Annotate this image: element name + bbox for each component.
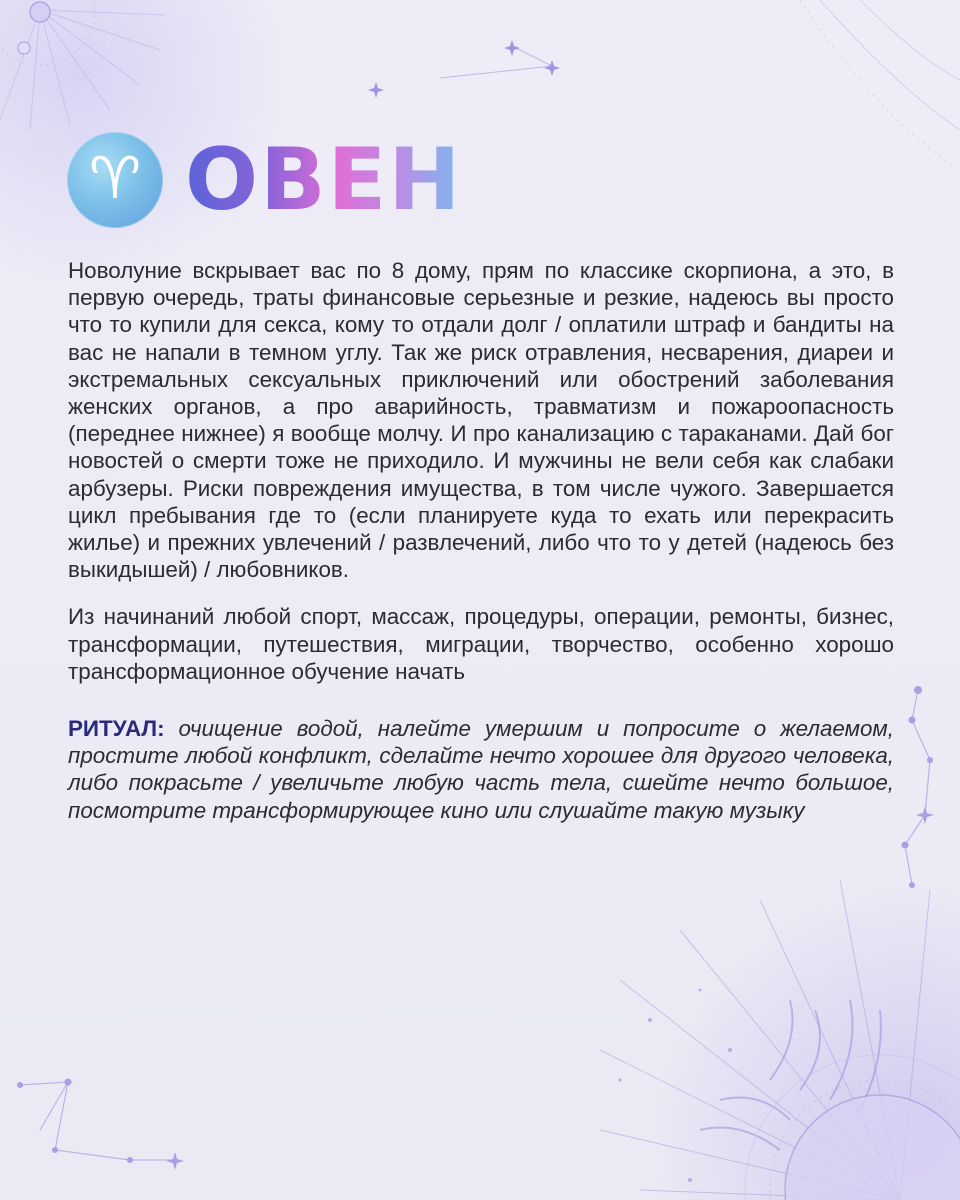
paragraph-beginnings: Из начинаний любой спорт, массаж, процедуры, операции, ремонты, бизнес, трансформации, путешествия, миграции, творчество, особенно хорошо трансформационное обучение начать [68, 604, 894, 684]
horoscope-text [68, 257, 894, 844]
header [67, 130, 462, 230]
paragraph-main: Новолуние вскрывает вас по 8 дому, прям по классике скорпиона, а это, в первую очередь, траты финансовые серьезные и резкие, надеюсь вы просто что то купили для секса, кому то отдали долг / оплатили штраф и бандиты на вас не напали в темном углу. Так же риск отравления, несварения, диареи и экстремальных сексуальных приключений или обострений заболевания женских органов, а про аварийность, травматизм и пожароопасность (переднее нижнее) я вообще молчу. И про канализацию с тараканами. Дай бог новостей о смерти тоже не приходило. И мужчины не вели себя как слабаки арбузеры. Риски повреждения имущества, в том числе чужого. Завершается цикл пребывания где то (если планируете куда то ехать или перекрасить жилье) и прежних увлечений / развлечений, либо что то у детей (надеюсь без выкидышей) / любовников. [68, 258, 894, 583]
aries-glyph: ♈ [89, 144, 141, 212]
page-title: ОВЕН [185, 130, 463, 230]
ritual-paragraph [68, 715, 894, 824]
ritual-text: очищение водой, налейте умершим и попросите о желаемом, простите любой конфликт, сделайте нечто хорошее для другого человека, либо покрасьте / увеличьте любую часть тела, сшейте нечто большое, посмотрите трансформирующее кино или слушайте такую музыку [68, 716, 894, 823]
aries-icon [67, 132, 163, 228]
ritual-label: РИТУАЛ: [68, 716, 165, 742]
